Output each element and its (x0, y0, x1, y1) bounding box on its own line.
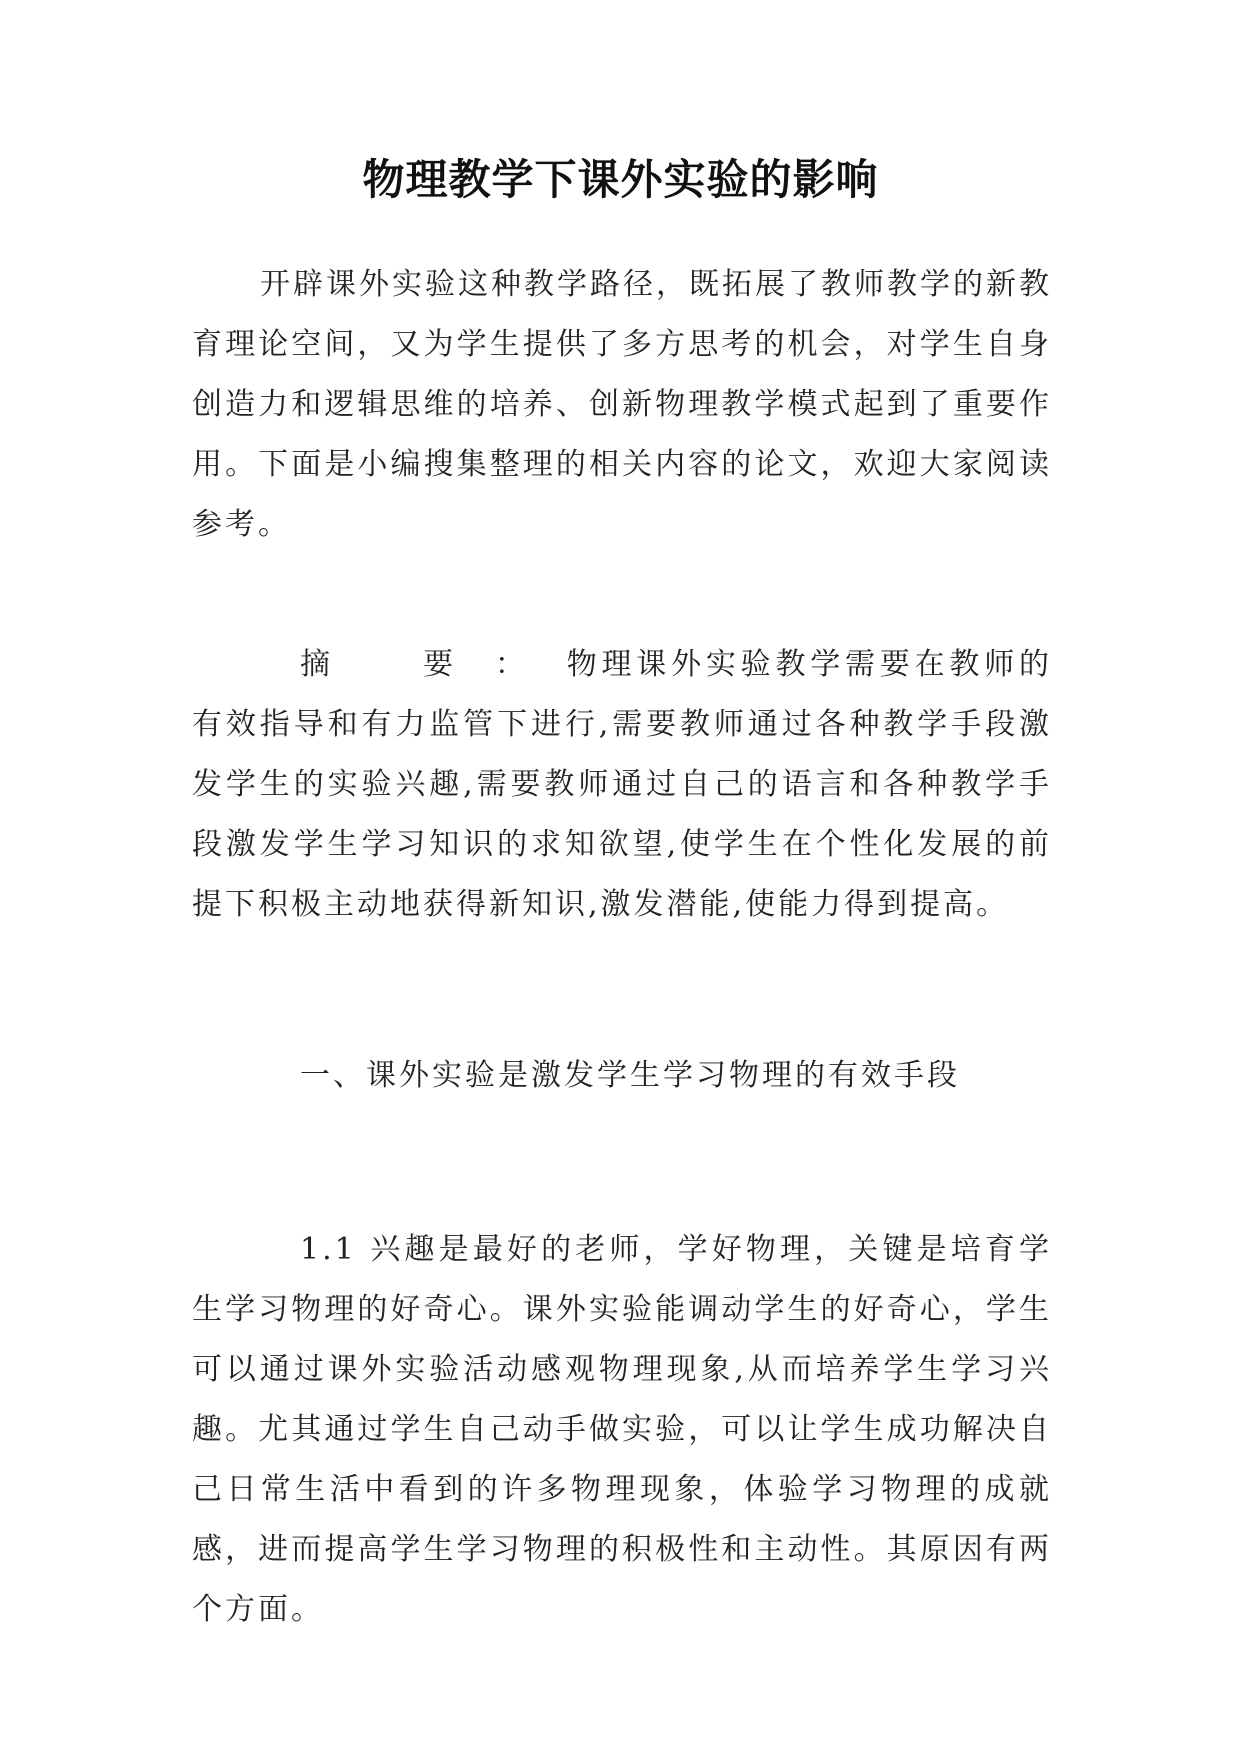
abstract-label: 摘 要： (300, 647, 567, 682)
abstract-paragraph (192, 635, 1052, 935)
document-title: 物理教学下课外实验的影响 (362, 155, 879, 204)
abstract-text: 物理课外实验教学需要在教师的有效指导和有力监管下进行,需要教师通过各种教学手段激发学生的实验兴趣,需要教师通过自己的语言和各种教学手段激发学生学习知识的求知欲望,使学生在个性化发展的前提下积极主动地获得新知识,激发潜能,使能力得到提高。 (192, 647, 1052, 922)
section-paragraph: 1.1 兴趣是最好的老师，学好物理，关键是培育学生学习物理的好奇心。课外实验能调动学生的好奇心，学生可以通过课外实验活动感观物理现象,从而培养学生学习兴趣。尤其通过学生自己动手做实验，可以让学生成功解决自己日常生活中看到的许多物理现象，体验学习物理的成就感，进而提高学生学习物理的积极性和主动性。其原因有两个方面。 (192, 1232, 1052, 1627)
intro-paragraph: 开辟课外实验这种教学路径，既拓展了教师教学的新教育理论空间，又为学生提供了多方思考的机会，对学生自身创造力和逻辑思维的培养、创新物理教学模式起到了重要作用。下面是小编搜集整理的相关内容的论文，欢迎大家阅读参考。 (192, 267, 1052, 542)
section-heading: 一、课外实验是激发学生学习物理的有效手段 (300, 1058, 960, 1093)
